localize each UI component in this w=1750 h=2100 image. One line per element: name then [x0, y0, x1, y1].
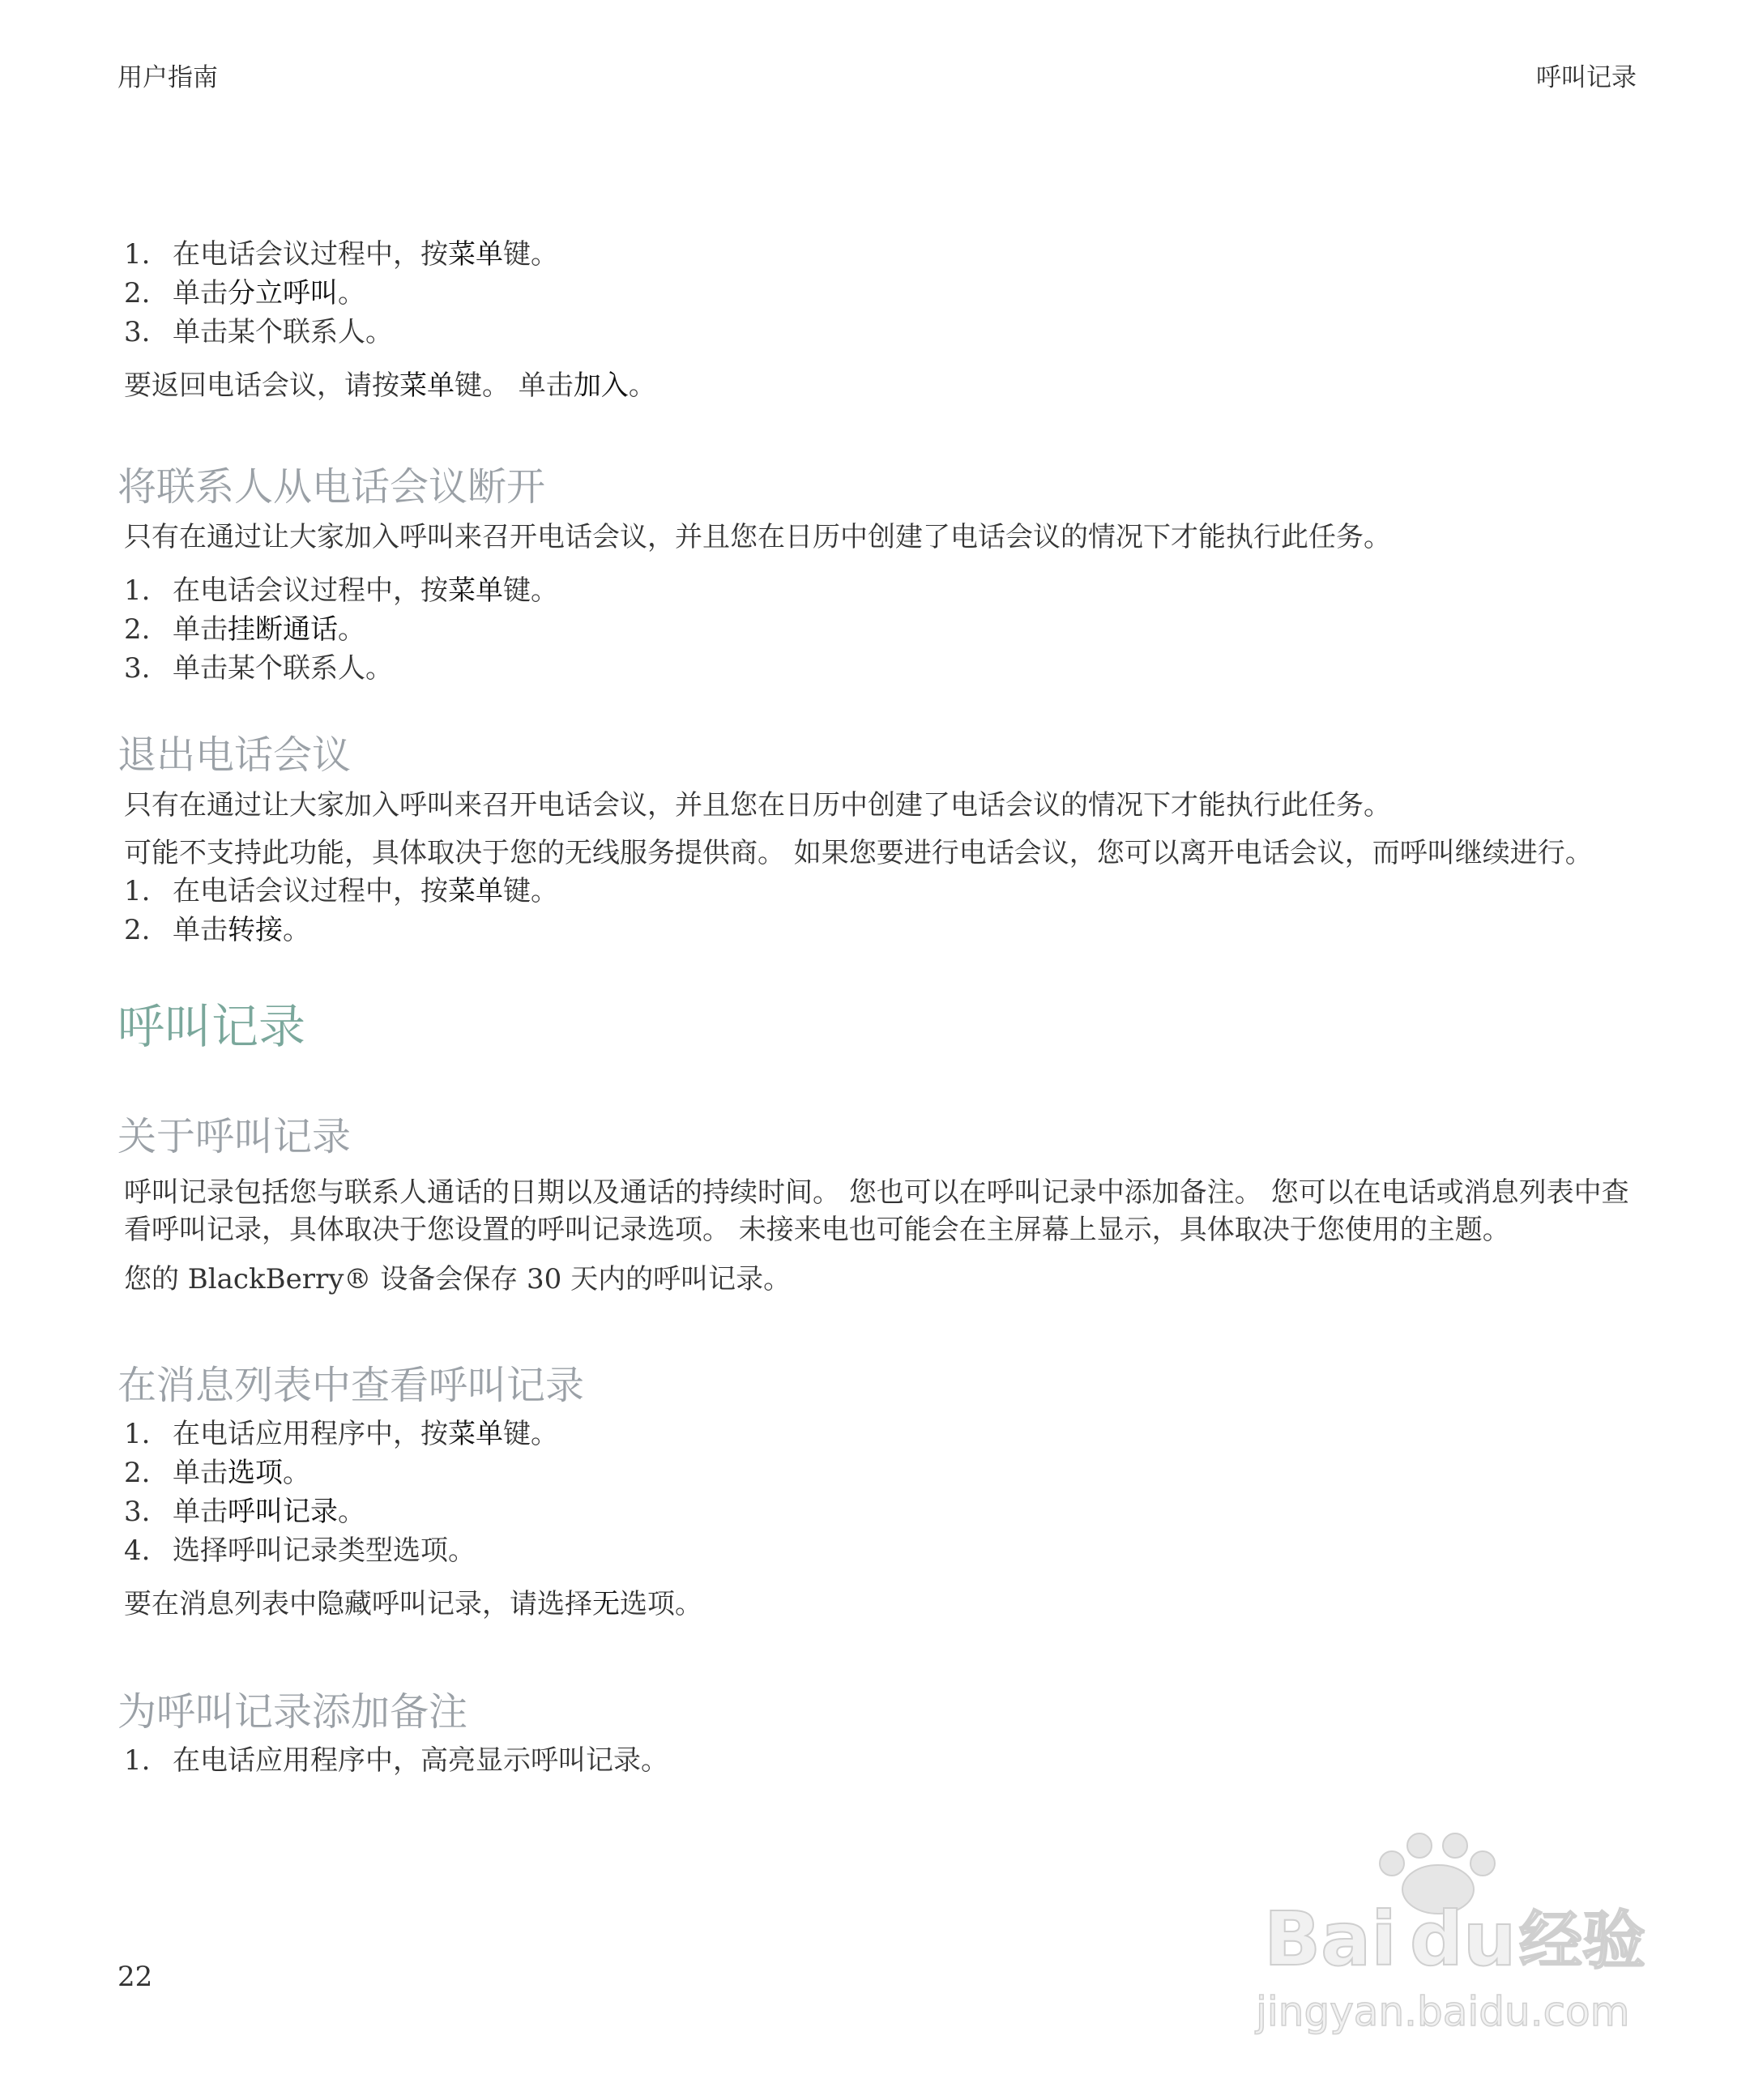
step-number: 2.	[124, 277, 151, 309]
step-text: 单击	[173, 277, 228, 309]
step-1: 1. 在电话应用程序中，按菜单键。	[117, 1415, 1641, 1453]
step-number: 1.	[124, 238, 151, 271]
step-text: 单击某个联系人。	[173, 316, 393, 348]
step-text-end: 。	[338, 277, 365, 309]
step-2	[117, 274, 1641, 313]
section-intro: 只有在通过让大家加入呼叫来召开电话会议，并且您在日历中创建了电话会议的情况下才能执行此任务。	[124, 521, 1391, 553]
procedure-add-note	[117, 1741, 1641, 1780]
section-heading-about: 关于呼叫记录	[117, 1114, 352, 1159]
step-number: 3.	[124, 652, 151, 685]
step-number: 2.	[124, 613, 151, 646]
step-text: 在电话会议过程中，按	[173, 238, 448, 271]
step-2: 2. 单击转接。	[117, 911, 1641, 950]
ui-term: 分立呼叫	[228, 277, 338, 309]
ui-term: 挂断通话	[228, 613, 338, 646]
page-content	[117, 235, 1641, 1780]
step-number: 3.	[124, 1496, 151, 1528]
running-header-right: 呼叫记录	[1536, 63, 1637, 92]
step-1: 1. 在电话会议过程中，按菜单键。	[117, 872, 1641, 911]
step-number: 1.	[124, 1744, 151, 1777]
step-1: 1. 在电话会议过程中，按菜单键。	[117, 571, 1641, 610]
section-intro: 只有在通过让大家加入呼叫来召开电话会议，并且您在日历中创建了电话会议的情况下才能执行此任务。	[124, 789, 1391, 822]
section-paragraph: 您的 BlackBerry® 设备会保存 30 天内的呼叫记录。	[124, 1263, 792, 1295]
watermark-brand-2: du	[1410, 1896, 1517, 1983]
watermark-url: jingyan.baidu.com	[1256, 1988, 1630, 2035]
section-heading-disconnect: 将联系人从电话会议断开	[117, 464, 546, 510]
step-3: 3. 单击某个联系人。	[117, 649, 1641, 688]
step-1: 1. 在电话应用程序中，高亮显示呼叫记录。	[117, 1741, 1641, 1780]
section-heading-add-note: 为呼叫记录添加备注	[117, 1689, 468, 1735]
ui-term: 菜单	[448, 238, 503, 271]
step-number: 1.	[124, 574, 151, 607]
step-2: 2. 单击选项。	[117, 1453, 1641, 1492]
step-3	[117, 313, 1641, 352]
ui-term: 呼叫记录	[228, 1496, 338, 1528]
watermark-brand: Bai	[1264, 1896, 1397, 1983]
procedure-disconnect	[117, 571, 1641, 688]
procedure-exit	[117, 872, 1641, 950]
watermark-cn: 经验	[1519, 1905, 1646, 1978]
page-number: 22	[117, 1961, 153, 1993]
step-4: 4. 选择呼叫记录类型选项。	[117, 1531, 1641, 1570]
section-paragraph: 呼叫记录包括您与联系人通话的日期以及通话的持续时间。 您也可以在呼叫记录中添加备注。 您可以在电话或消息列表中查看呼叫记录，具体取决于您设置的呼叫记录选项。 未接来电也可能会在主屏幕上显示，具体取决于您使用的主题。	[124, 1176, 1629, 1246]
section-heading-exit: 退出电话会议	[117, 732, 352, 778]
note-return-to-conference: 要返回电话会议，请按菜单键。 单击加入。	[124, 369, 656, 402]
section-heading-view-in-messages: 在消息列表中查看呼叫记录	[117, 1363, 585, 1408]
ui-term: 转接	[228, 914, 283, 946]
section-paragraph: 可能不支持此功能，具体取决于您的无线服务提供商。 如果您要进行电话会议，您可以离开电话会议，而呼叫继续进行。	[124, 837, 1593, 869]
step-number: 4.	[124, 1534, 151, 1567]
procedure-split-call	[117, 235, 1641, 405]
procedure-view	[117, 1415, 1641, 1570]
step-2: 2. 单击挂断通话。	[117, 610, 1641, 649]
step-number: 1.	[124, 1418, 151, 1450]
step-number: 2.	[124, 1457, 151, 1489]
running-header-left: 用户指南	[117, 63, 218, 92]
step-3: 3. 单击呼叫记录。	[117, 1492, 1641, 1531]
ui-term: 菜单	[448, 574, 503, 607]
ui-term: 选项	[228, 1457, 283, 1489]
step-text-end: 键。	[503, 238, 558, 271]
step-1	[117, 235, 1641, 274]
ui-term: 菜单	[448, 875, 503, 907]
step-number: 3.	[124, 316, 151, 348]
step-number: 1.	[124, 875, 151, 907]
baidu-jingyan-watermark	[1248, 1823, 1669, 2050]
step-number: 2.	[124, 914, 151, 946]
chapter-title: 呼叫记录	[117, 999, 306, 1054]
note-hide-call-logs: 要在消息列表中隐藏呼叫记录，请选择无选项。	[124, 1588, 702, 1620]
ui-term: 菜单	[448, 1418, 503, 1450]
